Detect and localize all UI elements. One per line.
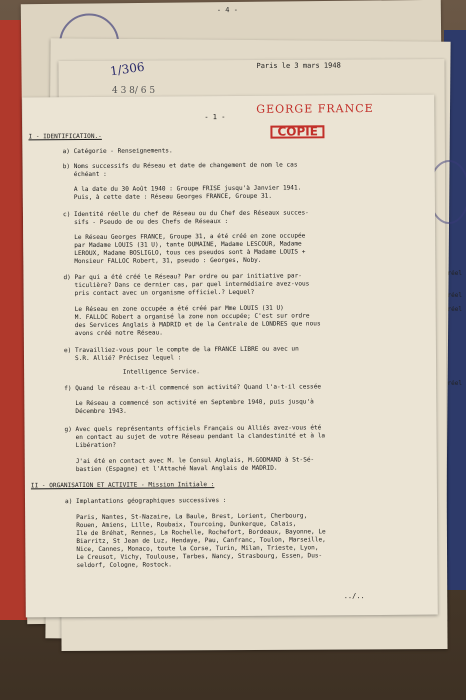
document-content (24, 99, 428, 612)
text-line: Monsieur FALLOC Robert, 31, pseudo : Georges, Noby. (63, 256, 262, 266)
right-edge-fragment: réel (447, 292, 462, 299)
text-line: pris contact avec un organisme officiel.? Lequel? (63, 288, 255, 298)
right-edge-fragment: réel (447, 306, 462, 313)
text-line: en contact au sujet de votre Réseau pendant la clandestinité et à la (64, 432, 326, 442)
text-line: échéant : (62, 170, 107, 179)
text-line: sifs - Pseudo de ou des Chefs de Réseaux : (63, 217, 229, 227)
back-page-number: - 4 - (216, 5, 238, 15)
text-line: g) Avec quels représentants officiels Français ou Alliés avez-vous été (64, 424, 322, 434)
text-line: avons créé notre Réseau. (63, 329, 163, 338)
text-line: des Services Anglais à MADRID et de la Centrale de LONDRES que nous (63, 320, 321, 330)
text-line: Nice, Cannes, Monaco, toute la Corse, Turin, Milan, Trieste, Lyon, (65, 544, 319, 554)
text-line: Le Réseau a commencé son activité en Septembre 1940, puis jusqu'à (64, 398, 314, 408)
text-line: e) Travailliez-vous pour le compte de la FRANCE LIBRE ou avec un (63, 345, 299, 355)
text-line: bastien (Espagne) et l'Attaché Naval Anglais de MADRID. (64, 464, 278, 474)
text-line: Ile de Bréhat, Rennes, La Rochelle, Rochefort, Bordeaux, Bayonne, Le (65, 528, 326, 538)
text-line: Intelligence Service. (64, 368, 200, 377)
section-heading: I - IDENTIFICATION.- (28, 132, 102, 141)
section-heading: II - ORGANISATION ET ACTIVITE - Mission Initiale : (30, 481, 215, 490)
back-date-line: Paris le 3 mars 1948 (256, 61, 341, 70)
handwritten-title: GEORGE FRANCE (256, 101, 374, 116)
text-line: Rouen, Amiens, Lille, Roubaix, Tourcoing, Dunkerque, Calais, (65, 520, 297, 530)
text-line: Le Réseau en zone occupée a été créé par Mme LOUIS (31 U) (63, 304, 284, 314)
copie-stamp: COPIE (270, 125, 325, 139)
page-number: - 1 - (204, 112, 226, 122)
text-line: seldorf, Cologne, Rostock. (65, 561, 172, 570)
text-line: Libération? (64, 441, 117, 450)
text-line: Biarritz, St Jean de Luz, Hendaye, Pau, Canfranc, Toulon, Marseille, (65, 536, 326, 546)
text-line: A la date du 30 Août 1940 : Groupe FRISE jusqu'à Janvier 1941. (62, 184, 302, 194)
text-line: d) Par qui a été créé le Réseau? Par ordre ou par initiative par- (63, 272, 302, 282)
text-line: b) Noms successifs du Réseau et date de changement de nom le cas (62, 161, 298, 171)
text-line: f) Quand le réseau a-t-il commencé son activité? Quand l'a-t-il cessée (64, 383, 322, 393)
text-line: a) Implantations géographiques successives : (64, 497, 227, 506)
text-line: c) Identité réelle du chef de Réseau ou du Chef des Réseaux succes- (62, 209, 309, 219)
right-edge-fragment: réel (447, 380, 462, 387)
text-line: Paris, Nantes, St-Nazaire, La Baule, Brest, Lorient, Cherbourg, (65, 512, 308, 522)
text-line: Le Réseau Georges FRANCE, Groupe 31, a été créé en zone occupée (63, 232, 306, 242)
right-edge-fragment: réel (447, 270, 462, 277)
text-line: par Madame LOUIS (31 U), tante DUMAINE, Madame LESCOUR, Madame (63, 240, 302, 250)
text-line: S.R. Allié? Précisez lequel : (63, 354, 182, 363)
handwritten-note: 1/306 (109, 59, 146, 79)
text-line: LEROUX, Madame BOSLIGLO, tous ces pseudos sont à Madame LOUIS + (63, 248, 306, 258)
pencil-note: 4 3 8/ 6 5 (112, 86, 156, 96)
text-line: Décembre 1943. (64, 407, 127, 416)
text-line: Puis, à cette date : Réseau Georges FRANCE, Groupe 31. (62, 192, 273, 202)
text-line: Le Creusot, Vichy, Toulouse, Tarbes, Nancy, Strasbourg, Essen, Dus- (65, 552, 323, 562)
text-line: a) Catégorie - Renseignements. (62, 147, 173, 156)
continuation-mark: ../.. (343, 592, 365, 601)
text-line: J'ai été en contact avec M. le Consul Anglais, M.GODMAND à St-Sé- (64, 456, 315, 466)
text-line: ticulière? Dans ce dernier cas, par quel intermédiaire avez-vous (63, 280, 310, 290)
text-line: M. FALLOC Robert a organisé la zone non occupée; C'est sur ordre (63, 312, 310, 322)
